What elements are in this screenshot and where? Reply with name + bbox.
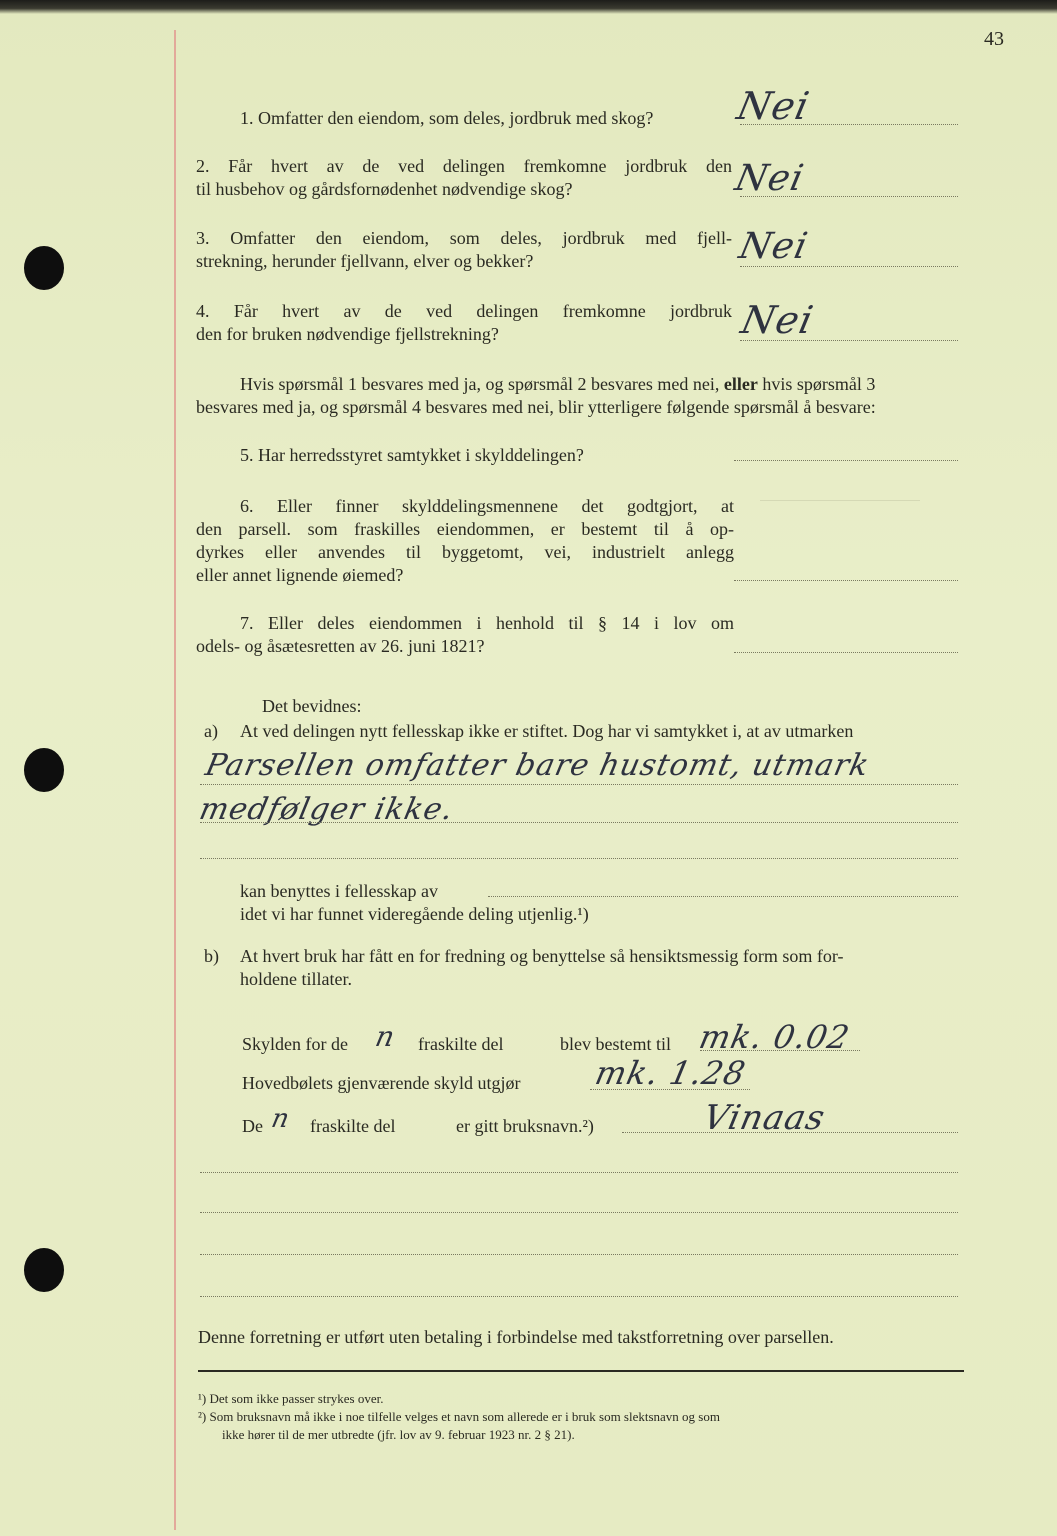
condition-text-a: Hvis spørsmål 1 besvares med ja, og spørsmål 2 besvares med nei, [240,374,720,394]
skyld-line-1-end: blev bestemt til [560,1034,671,1054]
footnote-rule [198,1370,964,1372]
section-a-text: At ved delingen nytt fellesskap ikke er stiftet. Dog har vi samtykket i, at av utmarken [240,721,854,741]
punch-hole-bottom [24,1248,64,1292]
answer-line-5 [734,460,958,461]
answer-line-6 [734,580,958,581]
answer-3-handwritten: Nei [735,226,812,267]
margin-line [174,30,176,1530]
writing-line-2 [200,822,958,823]
question-7-line-1: 7. Eller deles eiendommen i henhold til § 14 i lov om [240,613,734,633]
skyld-line-3-end: er gitt bruksnavn.²) [456,1116,594,1136]
condition-line-1 [240,372,875,396]
question-2-line-2: til husbehov og gårdsfornødenhet nødvendige skog? [196,179,573,199]
blank-line-2 [200,1212,958,1213]
bruksnavn-handwritten: Vinaas [699,1098,829,1138]
skyld-line-1-label: Skylden for de [242,1034,348,1054]
question-3-line-1: 3. Omfatter den eiendom, som deles, jordbruk med fjell- [196,228,732,248]
question-4-line-1: 4. Får hvert av de ved delingen fremkomne jordbruk [196,301,732,321]
writing-line-1 [200,784,958,785]
skyld-value-handwritten: mk. 0.02 [695,1018,854,1056]
condition-line-2: besvares med ja, og spørsmål 4 besvares med nei, blir ytterligere følgende spørsmål å besvare: [196,397,876,417]
question-3-line-2: strekning, herunder fjellvann, elver og bekker? [196,251,534,271]
answer-line-7 [734,652,958,653]
blank-line-1 [200,1172,958,1173]
skyld-line-2-label: Hovedbølets gjenværende skyld utgjør [242,1073,521,1093]
bevidnes-heading: Det bevidnes: [262,696,362,716]
blank-line-3 [200,1254,958,1255]
handwritten-line-1: Parsellen omfatter bare hustomt, utmark [202,748,873,783]
answer-4-handwritten: Nei [737,298,818,342]
closing-statement: Denne forretning er utført uten betaling i forbindelse med takstforretning over parsellen. [198,1327,834,1347]
section-b-label: b) [204,946,219,966]
condition-text-c: hvis spørsmål 3 [762,374,876,394]
question-6-line-3: dyrkes eller anvendes til byggetomt, vei, industrielt anlegg [196,542,734,562]
kan-benyttes-line-1: kan benyttes i fellesskap av [240,881,438,901]
kan-benyttes-line-2: idet vi har funnet videregående deling utjenlig.¹) [240,904,589,924]
section-b-line-2: holdene tillater. [240,969,352,989]
kan-benyttes-answer-line [488,896,958,897]
remaining-skyld-handwritten: mk. 1.28 [591,1054,750,1092]
skyld-line-1-handwritten-suffix: n [372,1020,399,1053]
answer-2-handwritten: Nei [731,158,808,199]
punch-hole-middle [24,748,64,792]
footnote-2-line-1: ²) Som bruksnavn må ikke i noe tilfelle velges et navn som allerede er i bruk som slektsnavn og som [198,1409,720,1424]
skyld-line-3-label: De [242,1116,263,1136]
bleed-through-mark [760,500,920,513]
question-5: 5. Har herredsstyret samtykket i skylddelingen? [240,445,584,465]
handwritten-line-2: medfølger ikke. [196,792,457,827]
footnote-1: ¹) Det som ikke passer strykes over. [198,1391,384,1406]
writing-line-3 [200,858,958,859]
scan-top-edge [0,0,1057,14]
question-7-line-2: odels- og åsætesretten av 26. juni 1821? [196,636,485,656]
question-2-line-1: 2. Får hvert av de ved delingen fremkomne jordbruk den [196,156,732,176]
question-6-line-4: eller annet lignende øiemed? [196,565,404,585]
question-6-line-1: 6. Eller finner skylddelingsmennene det godtgjort, at [240,496,734,516]
punch-hole-top [24,246,64,290]
condition-text-bold: eller [723,374,758,394]
answer-1-handwritten: Nei [733,84,814,128]
section-a-label: a) [204,721,218,741]
blank-line-4 [200,1296,958,1297]
question-4-line-2: den for bruken nødvendige fjellstrekning? [196,324,499,344]
question-1: 1. Omfatter den eiendom, som deles, jordbruk med skog? [240,108,654,128]
skyld-line-3-middle: fraskilte del [310,1116,396,1136]
section-b-line-1: At hvert bruk har fått en for fredning og benyttelse så hensiktsmessig form som for- [240,946,844,966]
footnote-2-line-2: ikke hører til de mer utbredte (jfr. lov av 9. februar 1923 nr. 2 § 21). [222,1427,575,1442]
page-number: 43 [984,28,1004,50]
skyld-line-1-middle: fraskilte del [418,1034,504,1054]
skyld-line-3-handwritten-suffix: n [268,1104,293,1134]
question-6-line-2: den parsell. som fraskilles eiendommen, er bestemt til å op- [196,519,734,539]
